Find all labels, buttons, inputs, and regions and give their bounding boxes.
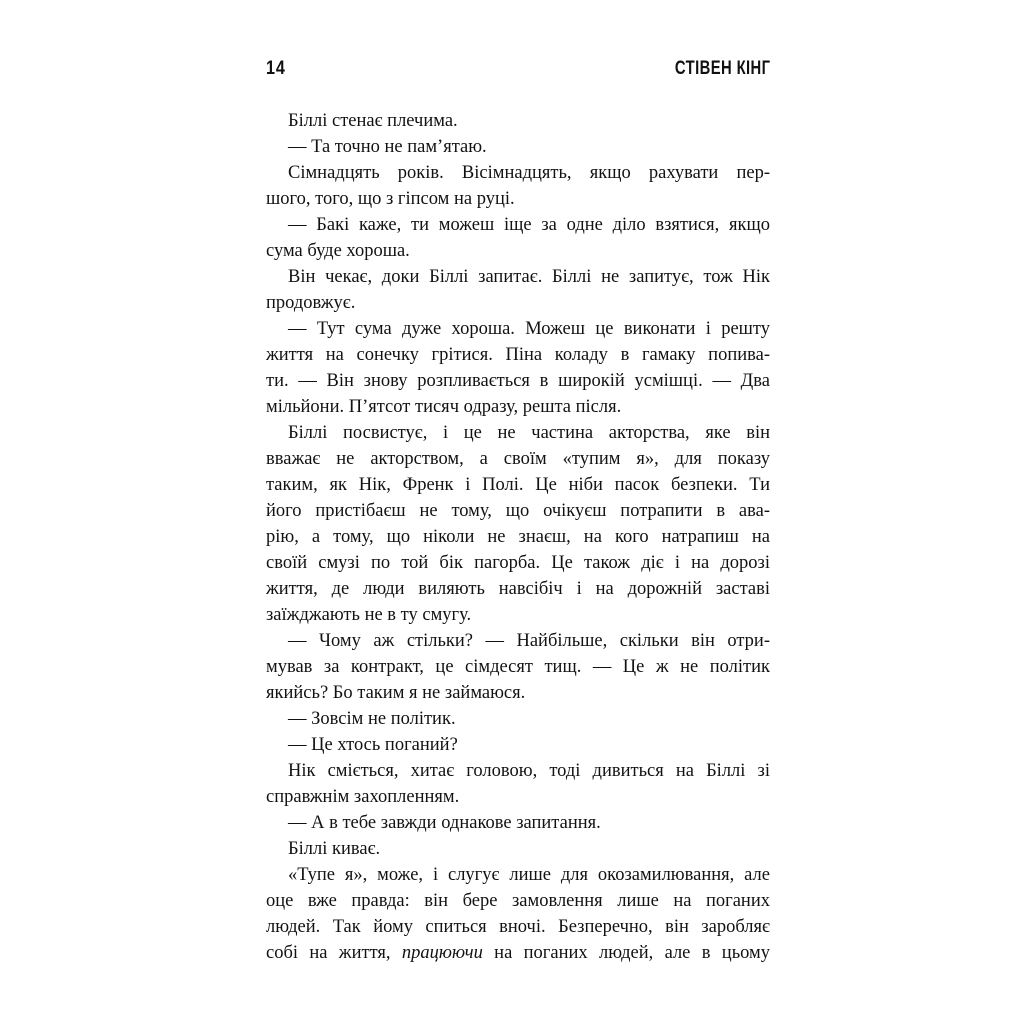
text-line: Біллі стенає плечима. xyxy=(288,111,458,131)
text-line: шого, того, що з гіпсом на руці. xyxy=(266,189,515,209)
text-line: рію, а тому, що ніколи не знаєш, на кого натрапиш на xyxy=(266,527,770,547)
page-number: 14 xyxy=(266,58,286,79)
text-line: якийсь? Бо таким я не займаюся. xyxy=(266,683,526,703)
text-segment: собі на життя, xyxy=(266,943,402,963)
text-line: — А в тебе завжди однакове запитання. xyxy=(288,813,601,833)
text-segment: на поганих людей, але в цьому xyxy=(482,943,770,963)
paragraph xyxy=(266,628,770,706)
text-line: продовжує. xyxy=(266,293,356,313)
text-line: таким, як Нік, Френк і Полі. Це ніби пасок безпеки. Ти xyxy=(266,475,770,495)
paragraph xyxy=(266,264,770,316)
text-line: заїжджають не в ту смугу. xyxy=(266,605,472,625)
text-line: — Тут сума дуже хороша. Можеш це виконати і решту xyxy=(288,319,770,339)
paragraph xyxy=(266,862,770,966)
text-line: мільйони. П’ятсот тисяч одразу, решта після. xyxy=(266,397,622,417)
text-line: Біллі посвистує, і це не частина акторства, яке він xyxy=(288,423,770,443)
paragraph xyxy=(266,732,770,758)
paragraph xyxy=(266,160,770,212)
text-line: вважає не акторством, а своїм «тупим я», для показу xyxy=(266,449,770,469)
running-head-author: СТІВЕН КІНГ xyxy=(674,58,770,79)
text-line: життя на сонечку грітися. Піна коладу в гамаку попива- xyxy=(266,345,770,365)
text-line xyxy=(266,940,770,966)
italic-text: працюючи xyxy=(401,943,483,963)
text-line: Біллі киває. xyxy=(288,839,381,859)
text-line: ти. — Він знову розпливається в широкій усмішці. — Два xyxy=(266,371,770,391)
text-line: справжнім захопленням. xyxy=(266,787,460,807)
paragraph xyxy=(266,108,770,134)
text-line: мував за контракт, це сімдесят тищ. — Це ж не політик xyxy=(266,657,770,677)
text-line: — Зовсім не політик. xyxy=(288,709,456,729)
text-line: своїй смузі по той бік пагорба. Це також діє і на дорозі xyxy=(266,553,770,573)
paragraph xyxy=(266,758,770,810)
text-line: Він чекає, доки Біллі запитає. Біллі не запитує, тож Нік xyxy=(288,267,770,287)
text-line: його пристібаєш не тому, що очікуєш потрапити в ава- xyxy=(266,501,770,521)
text-line: — Це хтось поганий? xyxy=(288,735,458,755)
text-line: оце вже правда: він бере замовлення лише на поганих xyxy=(266,891,770,911)
paragraph xyxy=(266,134,770,160)
text-line: «Тупе я», може, і слугує лише для окозамилювання, але xyxy=(288,865,770,885)
text-line: — Чому аж стільки? — Найбільше, скільки він отри- xyxy=(288,631,770,651)
body-text xyxy=(266,108,770,966)
text-line: сума буде хороша. xyxy=(266,241,410,261)
paragraph xyxy=(266,810,770,836)
paragraph xyxy=(266,836,770,862)
paragraph xyxy=(266,316,770,420)
paragraph xyxy=(266,212,770,264)
text-line: Нік сміється, хитає головою, тоді дивиться на Біллі зі xyxy=(288,761,770,781)
running-header xyxy=(266,58,770,80)
text-line: — Бакі каже, ти можеш іще за одне діло взятися, якщо xyxy=(288,215,770,235)
text-line: людей. Так йому спиться вночі. Безперечно, він заробляє xyxy=(266,917,770,937)
text-line: Сімнадцять років. Вісімнадцять, якщо рахувати пер- xyxy=(288,163,770,183)
text-line: життя, де люди виляють навсібіч і на дорожній заставі xyxy=(266,579,770,599)
paragraph xyxy=(266,420,770,628)
text-line: — Та точно не пам’ятаю. xyxy=(288,137,487,157)
paragraph xyxy=(266,706,770,732)
